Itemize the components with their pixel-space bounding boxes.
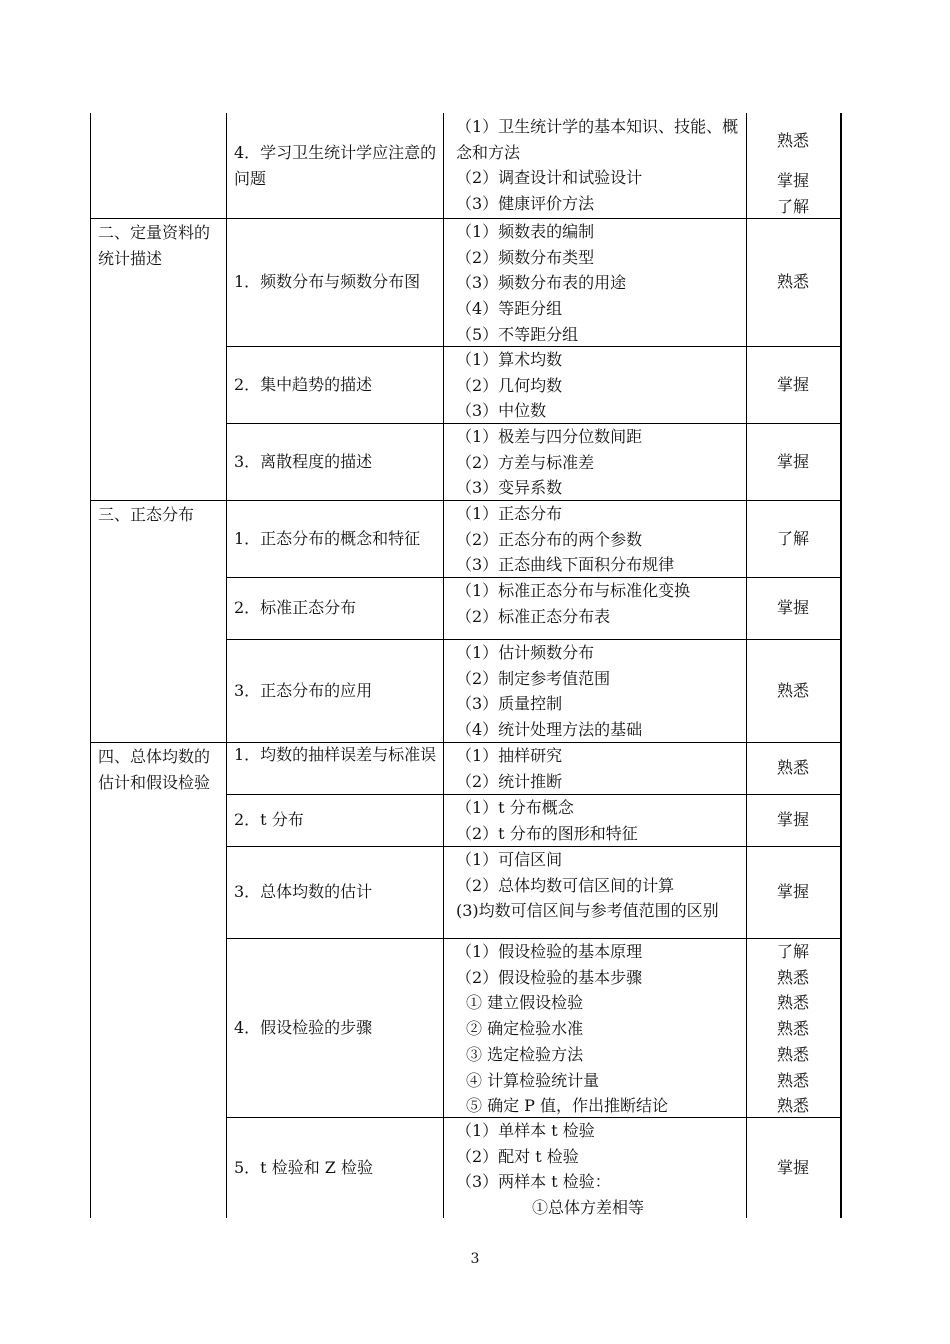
content-item: （3）健康评价方法 — [456, 194, 595, 214]
requirement-level: 掌握 — [776, 451, 809, 471]
content-item: （2）t 分布的图形和特征 — [456, 823, 638, 843]
requirement-level: 掌握 — [776, 598, 809, 618]
content-item: （2）制定参考值范围 — [456, 668, 611, 688]
section-label: 三、正态分布 — [98, 505, 195, 524]
content-item: （2）标准正态分布表 — [456, 606, 611, 626]
requirement-level: 熟悉 — [776, 1044, 809, 1064]
content-item: （2）调查设计和试验设计 — [456, 168, 643, 188]
content-item: （3）两样本 t 检验： — [456, 1172, 611, 1192]
topic-label: 2．标准正态分布 — [234, 598, 357, 618]
content-item: ② 确定检验水准 — [466, 1019, 584, 1039]
topic-label: 5．t 检验和 Z 检验 — [234, 1157, 373, 1177]
content-item: （2）假设检验的基本步骤 — [456, 967, 643, 987]
content-item: ① 建立假设检验 — [466, 993, 584, 1013]
topic-label: 1．频数分布与频数分布图 — [234, 272, 421, 292]
content-item: （1）算术均数 — [456, 350, 563, 369]
requirement-level: 掌握 — [776, 1157, 809, 1177]
requirement-level: 熟悉 — [776, 1019, 809, 1039]
topic-label: 3．离散程度的描述 — [234, 451, 373, 471]
column-divider-2 — [443, 113, 444, 1218]
table-border-left — [90, 113, 91, 1218]
requirement-level: 掌握 — [776, 171, 809, 190]
content-item: （1）t 分布概念 — [456, 798, 574, 817]
content-item: （4）等距分组 — [456, 299, 563, 319]
requirement-level: 熟悉 — [776, 758, 809, 778]
column-divider-1 — [226, 113, 227, 1218]
content-item: （2）总体均数可信区间的计算 — [456, 875, 675, 895]
content-item: （3）质量控制 — [456, 694, 563, 714]
content-item: （2）几何均数 — [456, 375, 563, 395]
topic-label: 1．均数的抽样误差与标准误 — [234, 745, 437, 765]
syllabus-table — [90, 113, 842, 1218]
requirement-level: 熟悉 — [776, 272, 809, 292]
requirement-level: 熟悉 — [776, 993, 809, 1013]
content-item: （1）频数表的编制 — [456, 222, 595, 241]
content-item: （2）统计推断 — [456, 771, 563, 791]
content-item: ④ 计算检验统计量 — [466, 1070, 600, 1090]
content-item: （5）不等距分组 — [456, 324, 579, 344]
topic-label: 1．正态分布的概念和特征 — [234, 528, 421, 548]
content-item: （3）频数分布表的用途 — [456, 273, 627, 293]
section-label: 二、定量资料的统计描述 — [98, 223, 211, 268]
content-item: （1）抽样研究 — [456, 746, 563, 765]
content-item: ①总体方差相等 — [532, 1198, 645, 1218]
topic-label: 2．集中趋势的描述 — [234, 374, 373, 394]
topic-label: 3．总体均数的估计 — [234, 882, 373, 902]
content-item: （1）单样本 t 检验 — [456, 1121, 595, 1140]
content-item: ③ 选定检验方法 — [466, 1044, 584, 1064]
requirement-level: 掌握 — [776, 374, 809, 394]
requirement-level: 了解 — [776, 197, 809, 216]
content-item: （3）变异系数 — [456, 478, 563, 498]
requirement-level: 熟悉 — [776, 131, 809, 150]
requirement-level: 掌握 — [776, 882, 809, 902]
content-item: （2）配对 t 检验 — [456, 1146, 579, 1166]
content-item: （2）方差与标准差 — [456, 452, 595, 472]
page-number: 3 — [470, 1251, 480, 1267]
content-item: （1）可信区间 — [456, 850, 563, 869]
requirement-level: 熟悉 — [776, 1070, 809, 1090]
content-item: (3)均数可信区间与参考值范围的区别 — [456, 901, 719, 921]
requirement-level: 了解 — [776, 528, 809, 548]
content-item: （3）中位数 — [456, 401, 547, 421]
requirement-level: 了解 — [776, 942, 809, 961]
content-item: （1）假设检验的基本原理 — [456, 942, 643, 961]
content-item: （1）正态分布 — [456, 504, 563, 523]
requirement-level: 熟悉 — [776, 967, 809, 987]
content-item: （1）估计频数分布 — [456, 643, 595, 662]
requirement-level: 熟悉 — [776, 680, 809, 700]
topic-label: 4．假设检验的步骤 — [234, 1017, 373, 1037]
content-item: （2）正态分布的两个参数 — [456, 529, 643, 549]
content-item: （3）正态曲线下面积分布规律 — [456, 555, 675, 575]
requirement-level: 掌握 — [776, 810, 809, 830]
table-border-right — [840, 113, 842, 1218]
content-item: （2）频数分布类型 — [456, 247, 595, 267]
topic-label: 3．正态分布的应用 — [234, 680, 373, 700]
topic-label: 2．t 分布 — [234, 810, 304, 830]
content-item: （4）统计处理方法的基础 — [456, 720, 643, 740]
content-item: （1）标准正态分布与标准化变换 — [456, 581, 691, 600]
content-item: （1）卫生统计学的基本知识、技能、概念和方法 — [456, 117, 739, 162]
section-label: 四、总体均数的估计和假设检验 — [98, 747, 211, 792]
content-item: （1）极差与四分位数间距 — [456, 427, 643, 446]
content-item: ⑤ 确定 P 值，作出推断结论 — [466, 1096, 669, 1116]
topic-label: 4．学习卫生统计学应注意的问题 — [234, 142, 437, 188]
requirement-level: 熟悉 — [776, 1096, 809, 1116]
